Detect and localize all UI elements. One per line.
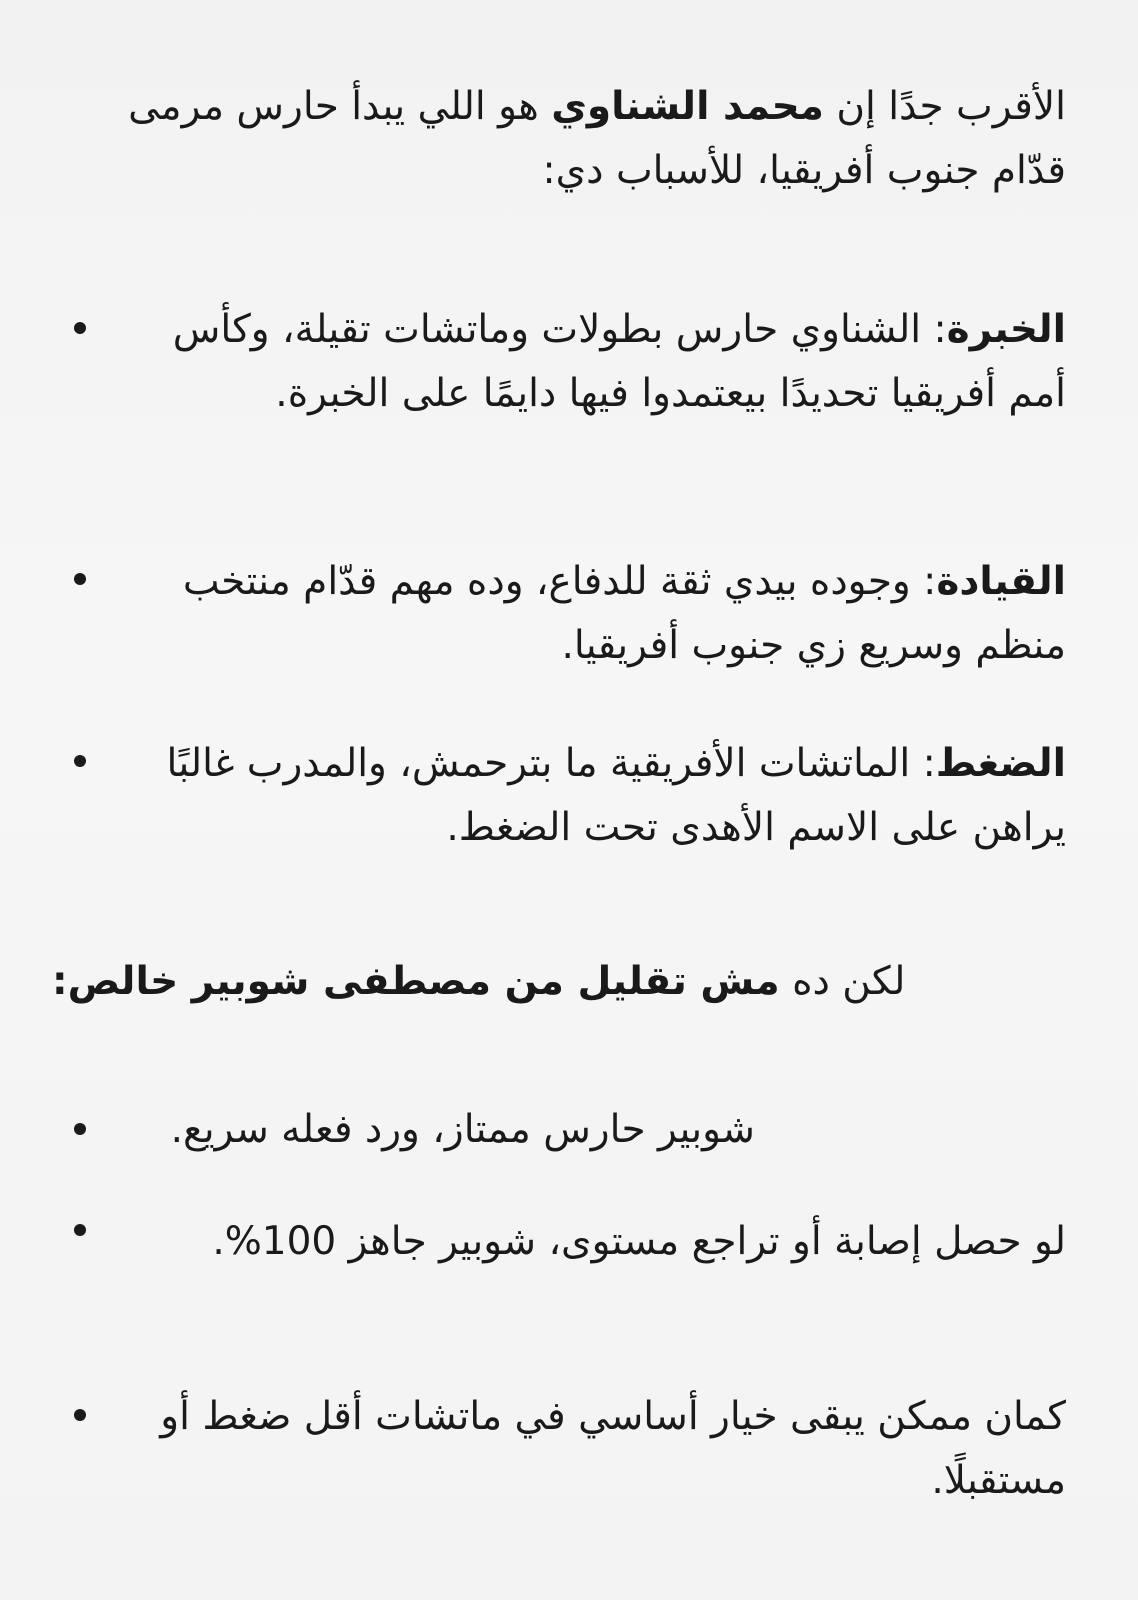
- intro-text-start: الأقرب جدًا إن: [823, 84, 1066, 129]
- intro-paragraph: [106, 75, 1066, 203]
- note-item-ready: [206, 1210, 1066, 1274]
- note-text: كمان ممكن يبقى خيار أساسي في ماتشات أقل ضغط أو مستقبلًا.: [160, 1394, 1066, 1503]
- bullet-dot-icon: [74, 1409, 86, 1421]
- intro-bold-name: محمد الشناوي: [551, 84, 824, 129]
- bullet-dot-icon: [74, 573, 86, 585]
- reason-item-leadership: [166, 550, 1066, 678]
- reason-item-experience: [166, 298, 1066, 426]
- transition-paragraph: [52, 950, 932, 1014]
- reason-text: : الشناوي حارس بطولات وماتشات تقيلة، وكأس أمم أفريقيا تحديدًا بيعتمدوا فيها دايمًا على الخبرة.: [172, 307, 1066, 416]
- reason-label: الضغط: [935, 741, 1066, 786]
- transition-text: لكن ده: [779, 959, 906, 1004]
- reason-label: الخبرة: [946, 307, 1066, 352]
- reason-text: : وجوده بيدي ثقة للدفاع، وده مهم قدّام منتخب منظم وسريع زي جنوب أفريقيا.: [182, 559, 1066, 668]
- note-text: شوبير حارس ممتاز، ورد فعله سريع.: [170, 1107, 755, 1152]
- note-text: لو حصل إصابة أو تراجع مستوى، شوبير جاهز 100%.: [212, 1219, 1066, 1264]
- note-item-future: [106, 1385, 1066, 1513]
- intro-text-end: هو اللي يبدأ حارس مرمى قدّام جنوب أفريقيا، للأسباب دي:: [128, 84, 1066, 193]
- reason-text: : الماتشات الأفريقية ما بترحمش، والمدرب غالبًا يراهن على الاسم الأهدى تحت الضغط.: [166, 741, 1066, 850]
- note-item-quality: [95, 1098, 755, 1162]
- reason-label: القيادة: [936, 559, 1066, 604]
- bullet-dot-icon: [74, 1123, 86, 1135]
- bullet-dot-icon: [74, 322, 86, 334]
- bullet-dot-icon: [74, 1224, 86, 1236]
- bullet-dot-icon: [74, 755, 86, 767]
- reason-item-pressure: [136, 732, 1066, 860]
- transition-bold: مش تقليل من مصطفى شوبير خالص:: [52, 959, 780, 1004]
